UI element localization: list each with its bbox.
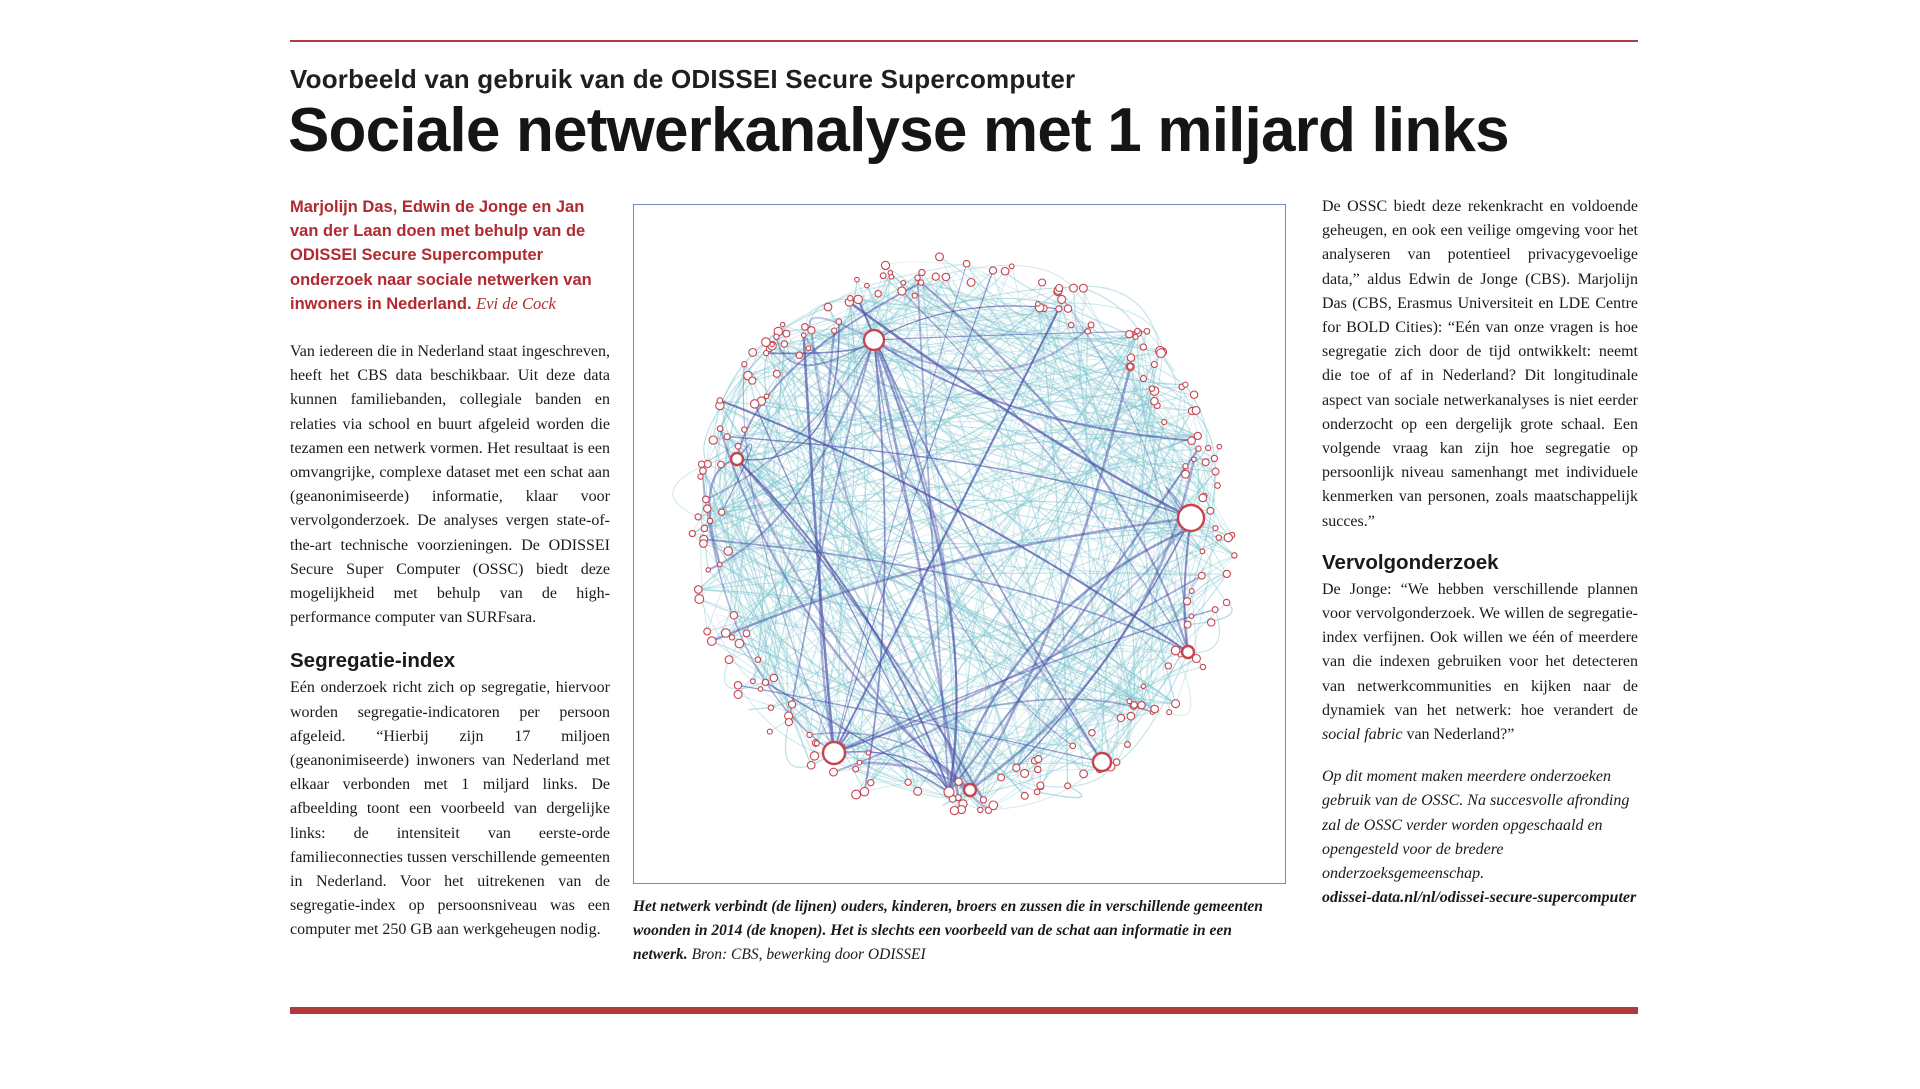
network-node	[1212, 468, 1219, 475]
network-node	[1149, 386, 1154, 391]
network-node	[888, 271, 892, 275]
network-node	[1131, 702, 1137, 708]
network-node	[1206, 445, 1211, 450]
network-node	[1085, 329, 1090, 334]
network-node	[855, 277, 860, 282]
network-node	[853, 766, 859, 772]
network-node	[1189, 589, 1194, 594]
network-node	[912, 293, 917, 298]
network-node	[852, 790, 861, 799]
network-node	[1172, 700, 1180, 708]
network-node	[1200, 664, 1205, 669]
network-node	[802, 324, 809, 331]
network-node	[998, 774, 1005, 781]
network-node	[1198, 572, 1205, 579]
network-node	[1135, 328, 1140, 333]
network-node	[700, 468, 707, 475]
caption-source: Bron: CBS, bewerking door ODISSEI	[691, 946, 926, 964]
network-node	[989, 801, 998, 810]
network-node	[814, 741, 819, 746]
network-node	[944, 787, 954, 797]
network-node	[724, 547, 732, 555]
network-node	[1165, 663, 1171, 669]
network-node	[717, 398, 723, 404]
network-node	[1183, 464, 1188, 469]
network-node	[742, 427, 747, 432]
network-node	[932, 273, 939, 280]
network-node	[1171, 646, 1180, 655]
network-node	[854, 295, 862, 303]
network-node	[742, 362, 747, 367]
network-node	[781, 341, 787, 347]
network-node	[721, 629, 730, 638]
network-node	[1182, 646, 1194, 658]
network-node	[1069, 322, 1074, 327]
network-node	[1183, 382, 1188, 387]
network-node	[796, 352, 802, 358]
network-node	[1126, 331, 1133, 338]
network-node	[1207, 507, 1214, 514]
network-node	[1001, 267, 1009, 275]
network-node	[785, 719, 792, 726]
network-node	[808, 327, 815, 334]
network-node	[1009, 264, 1014, 269]
network-node	[1141, 684, 1145, 688]
network-node	[1232, 553, 1237, 558]
social-fabric-term: social fabric	[1322, 726, 1403, 744]
network-edge	[749, 708, 771, 710]
body-paragraph-3: De OSSC biedt deze rekenkracht en voldoende geheugen, en ook een veilige omgeving voor het analyseren van potentieel privacygevoelige data,” aldus Edwin de Jonge (CBS). Marjolijn Das (CBS, Erasmus Universiteit en LDE Centre for BOLD Cities): “Eén van onze vragen is hoe segregatie zich door de tijd ontwikkelt: neemt die toe of af in Nederland? Dit longitudinale aspect van sociale netwerkanalyses is niet eerder onderzocht op een dergelijk grote schaal. Een volgende vraag kan zijn hoe segregatie op persoonlijk niveau samenhangt met individuele kenmerken van personen, zoals maatschappelijk succes.”	[1322, 198, 1638, 530]
network-node	[1133, 334, 1138, 339]
network-node	[1093, 753, 1111, 771]
network-node	[832, 328, 837, 333]
paragraph-4-text: De Jonge: “We hebben verschillende plannen voor vervolgonderzoek. We willen de segregatie-index verfijnen. Ook willen we één of meerdere van die indexen gebruiken voor het detecteren van netwerkcommunities en kijken naar de dynamiek van het netwerk: hoe verandert de	[1322, 580, 1638, 719]
network-node	[868, 780, 874, 786]
network-node	[762, 338, 771, 347]
network-node	[1192, 457, 1197, 462]
source-link[interactable]: odissei-data.nl/nl/odissei-secure-supercomputer	[1322, 889, 1637, 907]
network-node	[848, 296, 853, 301]
network-node	[729, 635, 734, 640]
network-node	[751, 400, 759, 408]
network-node	[1215, 483, 1221, 489]
top-rule	[290, 40, 1638, 42]
network-node	[734, 682, 741, 689]
network-node	[1223, 570, 1230, 577]
network-node	[875, 291, 881, 297]
network-node	[1088, 322, 1094, 328]
subhead-vervolgonderzoek: Vervolgonderzoek	[1322, 550, 1499, 574]
network-node	[724, 434, 730, 440]
network-node	[1151, 705, 1159, 713]
network-node	[789, 701, 796, 708]
network-node	[1224, 534, 1232, 542]
network-node	[1117, 714, 1124, 721]
network-node	[758, 687, 763, 692]
network-node	[1080, 770, 1088, 778]
network-node	[1138, 702, 1145, 709]
network-node	[978, 807, 983, 812]
network-node	[1200, 549, 1205, 554]
network-node	[703, 496, 710, 503]
network-node	[1140, 344, 1146, 350]
network-node	[749, 377, 756, 384]
network-node	[774, 334, 779, 339]
network-node	[1162, 420, 1167, 425]
network-node	[967, 279, 975, 287]
network-node	[1144, 329, 1150, 335]
network-node	[1211, 455, 1217, 461]
network-node	[1223, 599, 1229, 605]
network-node	[735, 443, 741, 449]
network-node	[1189, 614, 1194, 619]
paragraph-4-end: van Nederland?”	[1402, 726, 1515, 744]
network-node	[1127, 364, 1133, 370]
network-node	[755, 657, 760, 662]
body-paragraph-4	[1322, 578, 1638, 747]
network-node	[780, 322, 784, 326]
network-node	[743, 630, 750, 637]
network-node	[880, 273, 886, 279]
intro-lead	[290, 195, 610, 316]
network-node	[1089, 730, 1095, 736]
article-title: Sociale netwerkanalyse met 1 miljard links	[288, 96, 1509, 165]
network-node	[1202, 459, 1209, 466]
subhead-segregatie: Segregatie-index	[290, 649, 456, 673]
network-node	[695, 514, 701, 520]
network-node	[1127, 712, 1135, 720]
network-node	[881, 261, 889, 269]
network-node	[1056, 306, 1062, 312]
right-column	[1322, 195, 1638, 910]
network-node	[695, 595, 704, 604]
network-node	[730, 612, 737, 619]
network-node	[698, 474, 703, 479]
network-node	[866, 751, 870, 755]
network-graph	[634, 205, 1285, 883]
network-node	[860, 788, 868, 796]
figure-caption	[633, 895, 1288, 968]
network-node	[1157, 349, 1166, 358]
network-node	[773, 370, 780, 377]
network-node	[1151, 398, 1158, 405]
network-node	[725, 656, 733, 664]
network-node	[1013, 764, 1020, 771]
network-node	[1037, 782, 1044, 789]
network-node	[1184, 598, 1191, 605]
network-node	[707, 518, 712, 523]
network-node	[823, 742, 845, 764]
network-node	[708, 637, 717, 646]
intro-text: Marjolijn Das, Edwin de Jonge en Jan van der Laan doen met behulp van de ODISSEI Secure Supercomputer onderzoek naar sociale netwerken van inwoners in Nederland.	[290, 198, 592, 313]
network-node	[1070, 284, 1078, 292]
network-node	[1034, 789, 1040, 795]
network-node	[989, 267, 996, 274]
network-node	[719, 509, 725, 515]
network-node	[698, 461, 704, 467]
network-node	[1036, 302, 1041, 307]
network-node	[1080, 284, 1088, 292]
network-node	[801, 333, 806, 338]
network-node	[1208, 619, 1215, 626]
network-node	[764, 351, 769, 356]
network-node	[824, 303, 832, 311]
left-column	[290, 195, 610, 943]
network-node	[1056, 285, 1063, 292]
network-node	[704, 505, 711, 512]
network-node	[1194, 432, 1201, 439]
network-node	[1151, 362, 1157, 368]
network-node	[695, 586, 703, 594]
network-node	[955, 778, 962, 785]
network-node	[857, 760, 862, 765]
network-node	[751, 679, 756, 684]
network-node	[706, 568, 710, 572]
network-node	[749, 349, 757, 357]
network-node	[980, 797, 986, 803]
network-node	[914, 787, 922, 795]
network-node	[734, 690, 742, 698]
network-node	[1070, 743, 1076, 749]
network-node	[1196, 446, 1201, 451]
network-node	[1213, 526, 1218, 531]
body-paragraph-1: Van iedereen die in Nederland staat ingeschreven, heeft het CBS data beschikbaar. Uit deze data kunnen familiebanden, collegiale banden en relaties via school en buurt afgeleid worden die tezamen een netwerk vormen. Het resultaat is een omvangrijke, complexe dataset met een schat aan (geanonimiseerde) informatie, klaar voor vervolgonderzoek. De analyses vergen state-of-the-art technische voorzieningen. De ODISSEI Secure Super Computer (OSSC) biedt deze mogelijkheid met behulp van de high-performance computer van SURFsara.	[290, 343, 610, 627]
author-byline: Evi de Cock	[476, 293, 556, 313]
network-node	[1167, 710, 1172, 715]
network-node	[762, 679, 768, 685]
network-node	[942, 273, 949, 280]
network-node	[1141, 376, 1147, 382]
network-node	[807, 732, 812, 737]
network-node	[1216, 535, 1221, 540]
network-node	[718, 461, 725, 468]
network-edges	[673, 257, 1235, 811]
caption-main: Het netwerk verbindt (de lijnen) ouders, kinderen, broers en zussen die in verschillende gemeenten woonden in 2014 (de knopen). Het is slechts een voorbeeld van de schat aan informatie in een netwerk.	[633, 898, 1263, 964]
network-node	[807, 761, 815, 769]
network-node	[950, 807, 958, 815]
network-node	[836, 319, 842, 325]
network-node	[783, 330, 790, 337]
network-node	[1178, 505, 1204, 531]
network-node	[1125, 742, 1131, 748]
network-node	[709, 436, 717, 444]
network-node	[1184, 621, 1191, 628]
network-node	[767, 729, 772, 734]
network-node	[1035, 756, 1042, 763]
network-node	[1199, 494, 1207, 502]
network-figure	[633, 204, 1286, 884]
network-node	[768, 705, 773, 710]
network-node	[830, 768, 838, 776]
network-node	[964, 784, 976, 796]
network-node	[905, 779, 911, 785]
network-node	[1192, 407, 1200, 415]
network-node	[764, 394, 769, 399]
network-node	[1039, 279, 1046, 286]
network-node	[810, 752, 818, 760]
network-node	[735, 639, 744, 648]
network-node	[1021, 769, 1029, 777]
network-node	[963, 260, 970, 267]
network-node	[1021, 792, 1028, 799]
network-node	[1190, 391, 1197, 398]
network-node	[865, 283, 870, 288]
network-node	[864, 330, 884, 350]
network-node	[689, 530, 695, 536]
network-node	[1064, 305, 1071, 312]
network-node	[704, 628, 711, 635]
network-node	[1065, 783, 1071, 789]
network-node	[915, 275, 920, 280]
network-node	[1212, 607, 1218, 613]
network-node	[700, 540, 708, 548]
bottom-rule	[290, 1007, 1638, 1014]
network-node	[1058, 295, 1066, 303]
network-node	[1182, 470, 1190, 478]
body-paragraph-2: Eén onderzoek richt zich op segregatie, hiervoor worden segregatie-indicatoren per persoon afgeleid. “Hierbij zijn 17 miljoen (geanonimiseerde) inwoners van Nederland met elkaar verbonden met 1 miljard links. De afbeelding toont een voorbeeld van dergelijke links: de intensiteit van eerste-orde familieconnecties tussen verschillende gemeenten in Nederland. Voor het uitrekenen van de segregatie-index op persoonsniveau was een computer met 250 GB aan werkgeheugen nodig.	[290, 679, 610, 939]
network-node	[898, 287, 906, 295]
network-node	[919, 269, 925, 275]
network-node	[770, 674, 777, 681]
network-node	[770, 342, 774, 346]
network-node	[717, 426, 723, 432]
network-node	[919, 280, 924, 285]
closing-note: Op dit moment maken meerdere onderzoeken gebruik van de OSSC. Na succesvolle afronding zal de OSSC verder worden opgeschaald en opengesteld voor de bredere onderzoeksgemeenschap.	[1322, 768, 1630, 883]
network-node	[806, 346, 811, 351]
network-node	[901, 281, 906, 286]
article-kicker: Voorbeeld van gebruik van de ODISSEI Secure Supercomputer	[290, 64, 1076, 94]
network-node	[1035, 766, 1041, 772]
network-node	[936, 253, 944, 261]
network-node	[1217, 444, 1222, 449]
network-node	[717, 562, 722, 567]
network-node	[701, 525, 707, 531]
network-node	[731, 453, 743, 465]
network-node	[1127, 354, 1134, 361]
